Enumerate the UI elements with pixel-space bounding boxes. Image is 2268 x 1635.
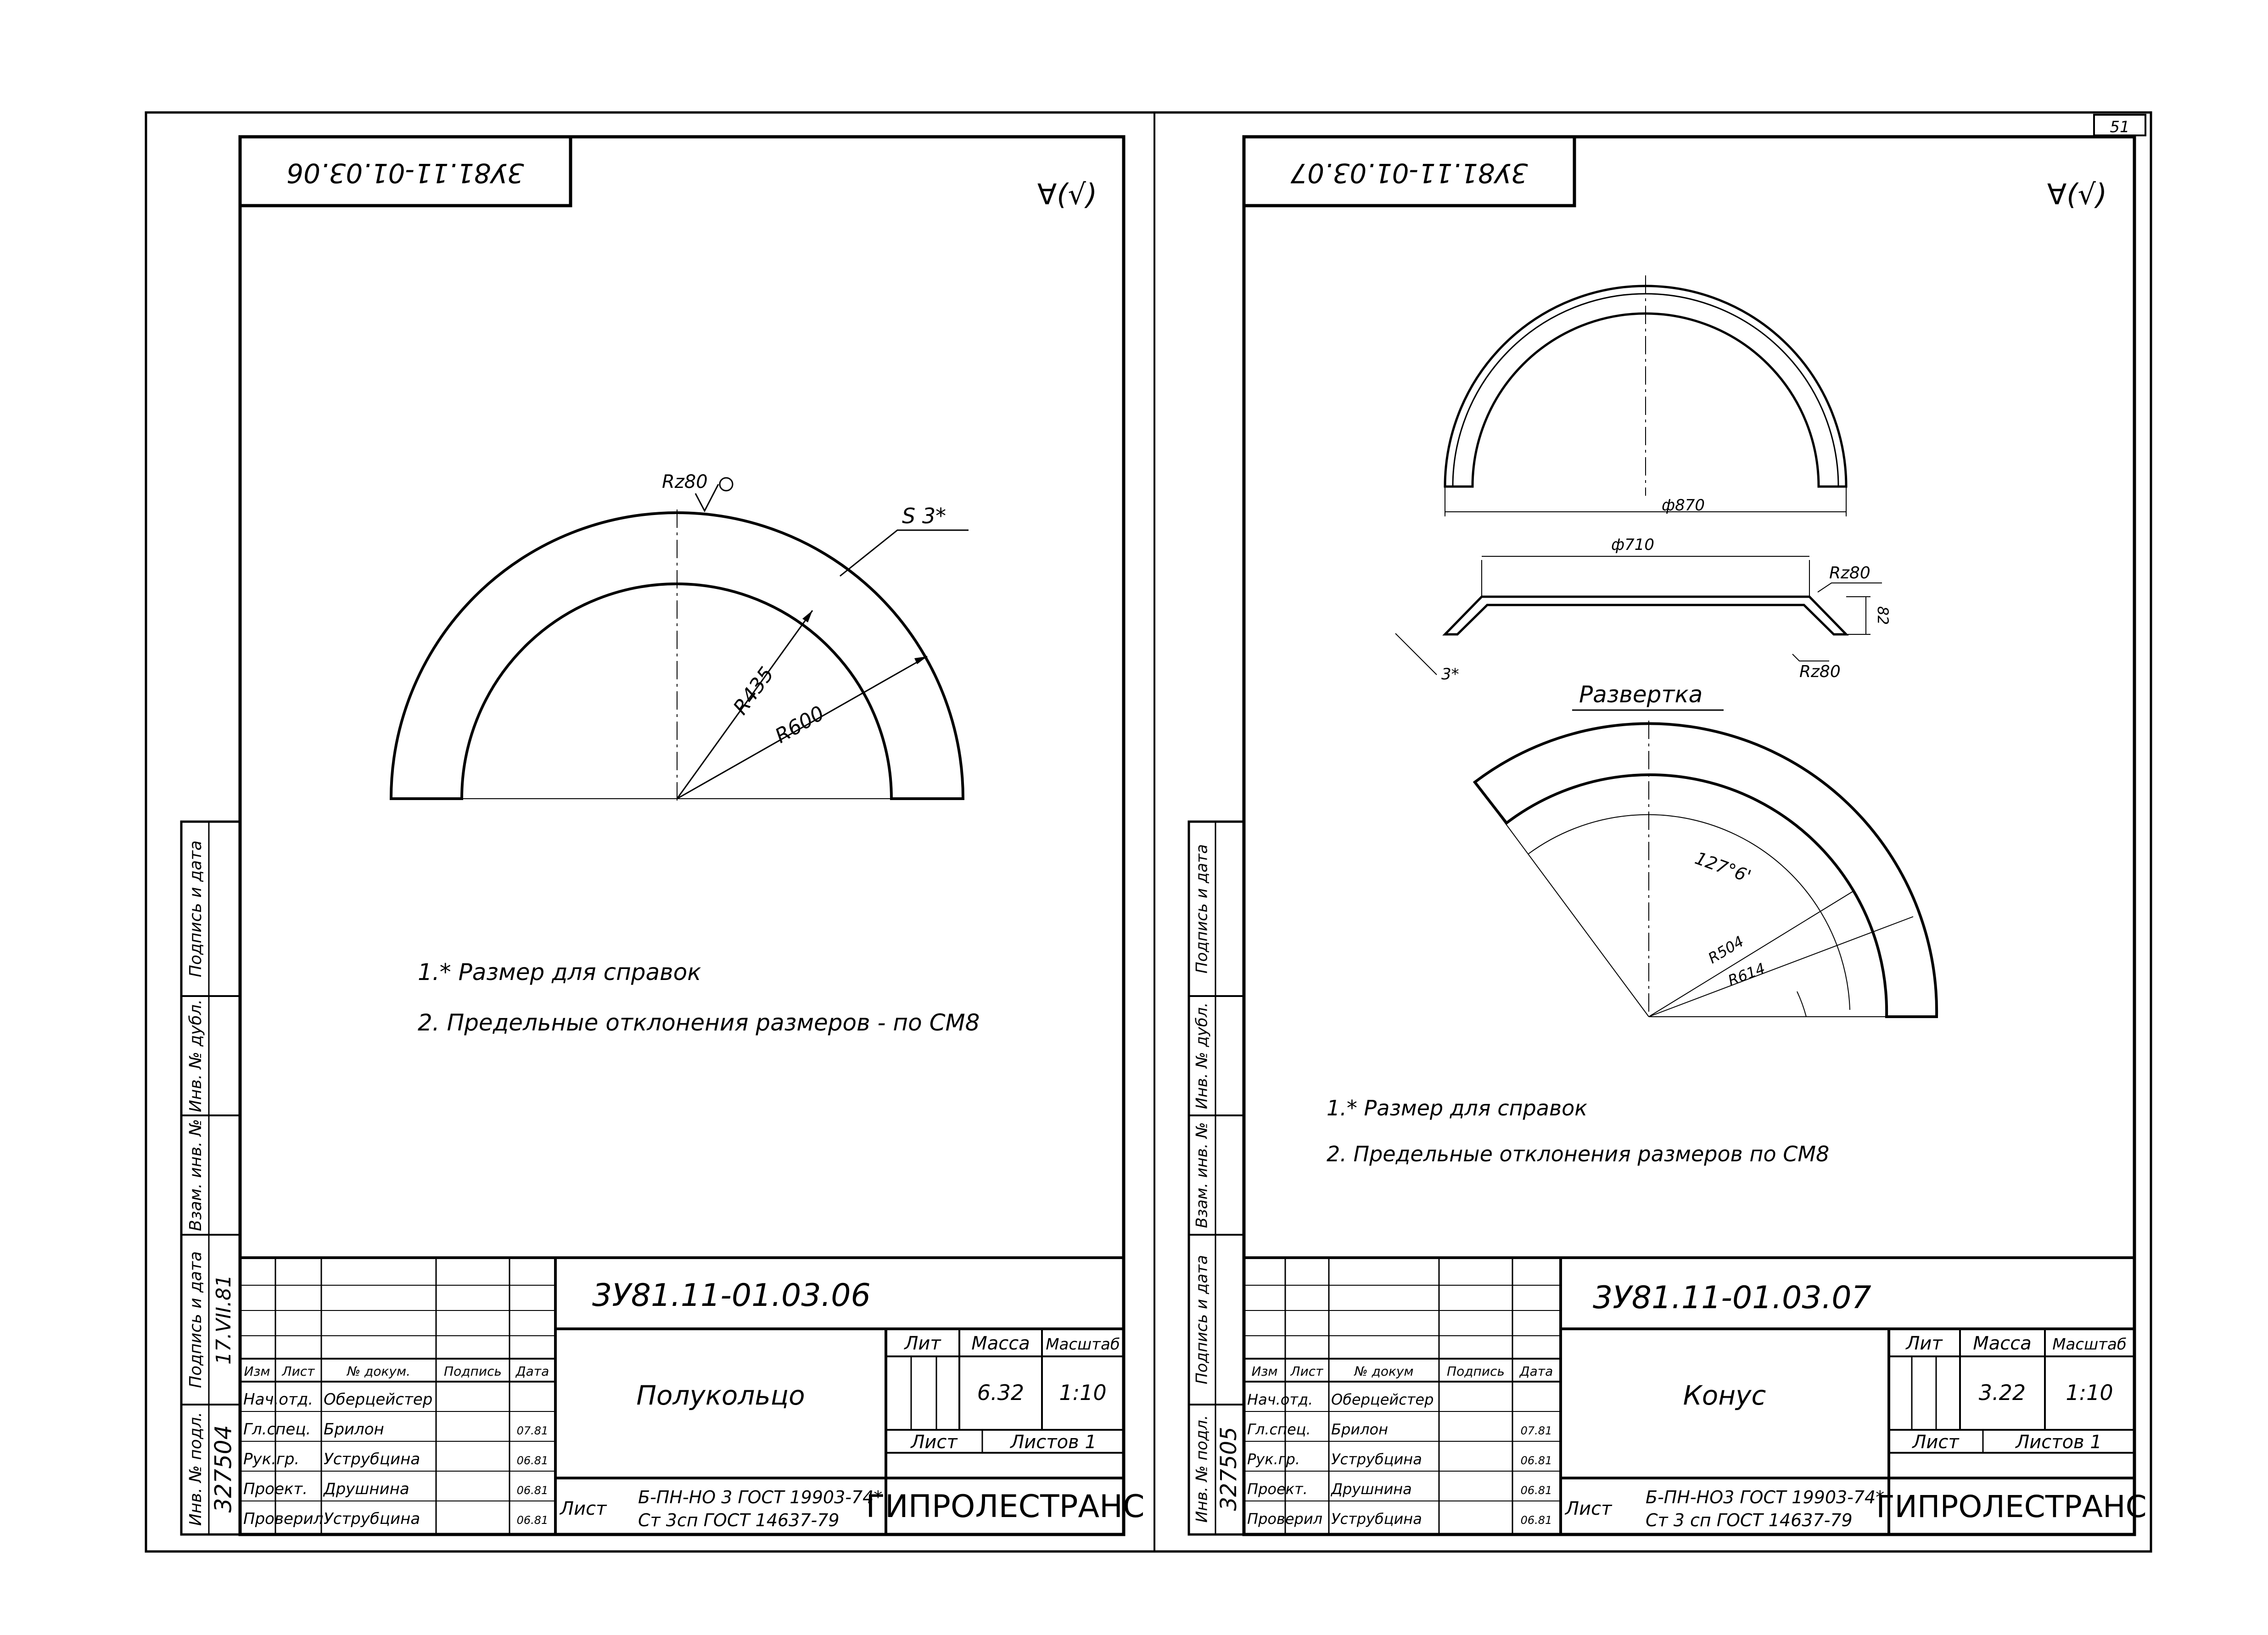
tb-scale-value: 1:10 xyxy=(2066,1380,2113,1405)
side-label-dup: Инв. № дубл. xyxy=(1193,1002,1211,1109)
radius-line-outer xyxy=(1649,917,1913,1017)
roughness-top-label: Rz80 xyxy=(1829,564,1870,582)
tb-role-1: Нач.отд. xyxy=(243,1390,314,1409)
tb-mass-value: 3.22 xyxy=(1978,1380,2026,1405)
tb-role-5: Проверил xyxy=(1247,1510,1323,1528)
tb-material-2: Ст 3 сп ГОСТ 14637-79 xyxy=(1646,1510,1853,1530)
tb-role-3: Рук.гр. xyxy=(243,1450,300,1468)
side-label-inv: Инв. № подл. xyxy=(186,1411,205,1526)
tb-name-1: Оберцейстер xyxy=(324,1390,433,1409)
tb-sheets-label: Листов 1 xyxy=(2016,1432,2102,1453)
side-label-signature: Подпись и дата xyxy=(1193,844,1211,974)
note-1: 1.* Размер для справок xyxy=(1327,1096,1588,1120)
tb-date-5: 06.81 xyxy=(1520,1514,1552,1527)
arrow-inner xyxy=(802,610,812,622)
roughness-circle xyxy=(720,478,733,491)
radius-line-inner xyxy=(1649,890,1854,1017)
tb-part-name: Полукольцо xyxy=(636,1380,805,1411)
tb-name-1: Оберцейстер xyxy=(1331,1391,1434,1408)
sheet-frame xyxy=(240,137,1124,1534)
note-2: 2. Предельные отклонения размеров - по СМ8 xyxy=(418,1009,980,1036)
inner-radius-label: R504 xyxy=(1705,932,1747,967)
tb-designation: 3У81.11-01.03.07 xyxy=(1593,1280,1871,1316)
tb-name-5: Уструбцина xyxy=(324,1510,420,1528)
outer-radius-label: R600 xyxy=(771,701,829,748)
tb-material-label: Лист xyxy=(1565,1498,1612,1519)
roughness-mark: ∀(√) xyxy=(1037,178,1098,211)
sheet-frame xyxy=(1244,137,2134,1534)
tb-role-2: Гл.спец. xyxy=(243,1420,311,1439)
side-label-dup: Инв. № дубл. xyxy=(186,999,205,1113)
sheet-right xyxy=(1189,137,2147,1534)
tb-lit-label: Лит xyxy=(904,1333,941,1354)
tb-name-3: Уструбцина xyxy=(324,1450,420,1468)
tb-date-2: 07.81 xyxy=(516,1424,549,1437)
tb-date-4: 06.81 xyxy=(516,1484,549,1497)
side-label-signature-2: Подпись и дата xyxy=(186,1251,205,1389)
side-inv-value: 327505 xyxy=(1216,1427,1242,1511)
side-label-inv: Инв. № подл. xyxy=(1193,1415,1211,1523)
side-column xyxy=(181,822,240,1534)
side-date-value: 17.VII.81 xyxy=(212,1274,235,1365)
tb-designation: 3У81.11-01.03.06 xyxy=(592,1277,871,1314)
tb-role-3: Рук.гр. xyxy=(1247,1450,1300,1468)
angle-arc xyxy=(1529,815,1850,1010)
tb-hdr-date: Дата xyxy=(515,1364,549,1379)
tb-name-2: Брилон xyxy=(324,1420,384,1439)
tb-organization: ГИПРОЛЕСТРАНС xyxy=(866,1489,1145,1525)
tb-sheet-label: Лист xyxy=(1912,1432,1959,1453)
cone-top-view xyxy=(1445,275,1846,516)
side-label-replace: Взам. инв. № xyxy=(186,1119,205,1232)
tb-hdr-izm: Изм xyxy=(244,1364,270,1379)
cone-development-view xyxy=(1475,681,1937,1017)
tb-hdr-doc: № докум xyxy=(1354,1364,1414,1379)
inner-diameter-label: ф710 xyxy=(1611,536,1654,554)
angle-arc-small xyxy=(1797,991,1806,1017)
stamp-designation: 3У81.11-01.03.06 xyxy=(286,157,524,189)
tb-name-3: Уструбцина xyxy=(1331,1450,1422,1468)
tb-name-4: Друшнина xyxy=(324,1480,409,1498)
tb-hdr-date: Дата xyxy=(1519,1364,1553,1379)
tb-lit-label: Лит xyxy=(1906,1333,1943,1354)
outer-diameter-label: ф870 xyxy=(1662,496,1705,515)
tb-organization: ГИПРОЛЕСТРАНС xyxy=(1876,1489,2147,1524)
tb-hdr-doc: № докум. xyxy=(347,1364,411,1379)
cone-side-view xyxy=(1395,536,1892,683)
tb-role-4: Проект. xyxy=(243,1480,308,1498)
roughness-bottom-label: Rz80 xyxy=(1799,662,1841,681)
tb-scale-label: Масштаб xyxy=(1046,1335,1120,1354)
tb-material-2: Ст 3сп ГОСТ 14637-79 xyxy=(638,1510,840,1530)
tb-material-1: Б-ПН-НО3 ГОСТ 19903-74* xyxy=(1646,1487,1885,1507)
development-title: Развертка xyxy=(1579,681,1703,708)
tb-name-4: Друшнина xyxy=(1331,1480,1412,1498)
tb-material-1: Б-ПН-НО 3 ГОСТ 19903-74* xyxy=(638,1487,883,1507)
tb-date-2: 07.81 xyxy=(1520,1424,1552,1437)
thickness-label: 3* xyxy=(1441,665,1459,683)
tb-role-2: Гл.спец. xyxy=(1247,1421,1311,1438)
side-column xyxy=(1189,822,1244,1534)
tb-role-4: Проект. xyxy=(1247,1480,1308,1498)
tb-mass-label: Масса xyxy=(1973,1333,2032,1354)
tb-hdr-list: Лист xyxy=(282,1364,315,1379)
tb-date-5: 06.81 xyxy=(516,1514,549,1527)
tb-date-4: 06.81 xyxy=(1520,1484,1552,1497)
tb-date-3: 06.81 xyxy=(1520,1454,1552,1467)
tb-mass-label: Масса xyxy=(971,1333,1030,1354)
tb-name-5: Уструбцина xyxy=(1331,1510,1422,1528)
tb-date-3: 06.81 xyxy=(516,1454,549,1467)
tb-role-5: Проверил xyxy=(243,1510,324,1528)
sheet-left xyxy=(181,137,1145,1534)
side-label-signature: Подпись и дата xyxy=(186,840,205,978)
page-number: 51 xyxy=(2110,118,2130,136)
tb-scale-value: 1:10 xyxy=(1059,1380,1107,1405)
side-label-replace: Взам. инв. № xyxy=(1193,1122,1211,1228)
title-block xyxy=(1244,1258,2147,1534)
note-2: 2. Предельные отклонения размеров по СМ8 xyxy=(1327,1142,1830,1166)
roughness-bottom-leader xyxy=(1792,654,1829,661)
outer-radius-label: R614 xyxy=(1725,959,1768,990)
tb-sheet-label: Лист xyxy=(911,1432,958,1453)
thickness-leader xyxy=(840,530,969,576)
height-label: 82 xyxy=(1874,606,1892,625)
tb-hdr-sign: Подпись xyxy=(1447,1364,1505,1379)
inner-radius-label: R435 xyxy=(728,662,779,719)
tb-hdr-list: Лист xyxy=(1290,1364,1323,1379)
tb-scale-label: Масштаб xyxy=(2052,1335,2127,1354)
tb-sheets-label: Листов 1 xyxy=(1010,1432,1097,1453)
roughness-top-leader xyxy=(1818,583,1882,592)
note-1: 1.* Размер для справок xyxy=(418,959,701,985)
tb-material-label: Лист xyxy=(560,1498,607,1519)
radial-edge-left xyxy=(1475,782,1649,1017)
thickness-leader xyxy=(1395,633,1437,675)
title-block xyxy=(240,1258,1145,1534)
cone-profile xyxy=(1445,597,1846,634)
tb-hdr-sign: Подпись xyxy=(444,1364,502,1379)
angle-label: 127°6' xyxy=(1692,848,1754,887)
side-label-signature-2: Подпись и дата xyxy=(1193,1255,1211,1384)
tb-hdr-izm: Изм xyxy=(1251,1364,1278,1379)
tb-role-1: Нач.отд. xyxy=(1247,1391,1313,1408)
stamp-designation: 3У81.11-01.03.07 xyxy=(1290,157,1528,189)
tb-mass-value: 6.32 xyxy=(977,1380,1025,1405)
side-inv-value: 327504 xyxy=(210,1425,237,1513)
thickness-callout: S 3* xyxy=(902,504,946,528)
tb-part-name: Конус xyxy=(1683,1380,1766,1411)
roughness-callout: Rz80 xyxy=(662,471,708,493)
half-ring-view xyxy=(390,471,969,801)
tb-name-2: Брилон xyxy=(1331,1421,1389,1438)
roughness-mark: ∀(√) xyxy=(2047,178,2107,211)
